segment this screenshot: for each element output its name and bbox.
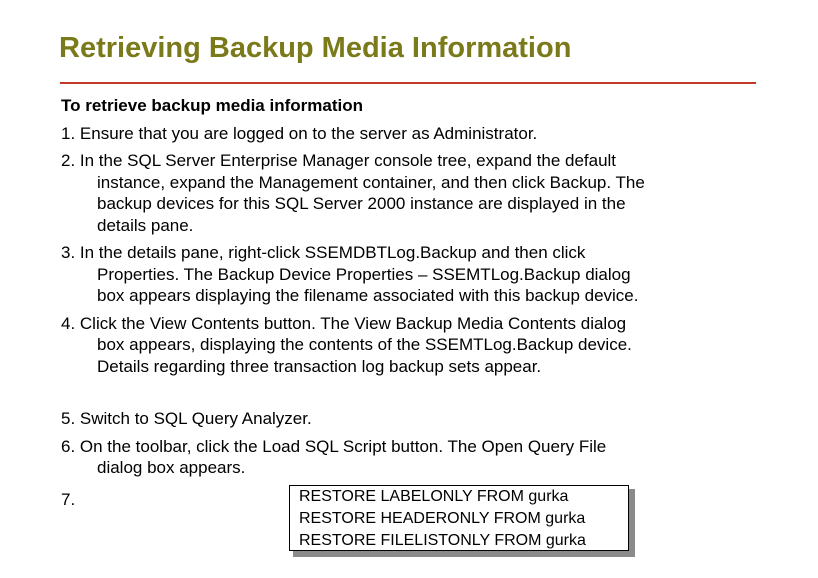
instructions [61, 95, 761, 510]
step-3-line: Properties. The Backup Device Properties – SSEMTLog.Backup dialog [97, 264, 631, 284]
step-3 [61, 242, 761, 307]
step-6-line: 6. On the toolbar, click the Load SQL Script button. The Open Query File [61, 436, 607, 456]
step-2-line: details pane. [97, 215, 194, 235]
step-6-line: dialog box appears. [97, 458, 246, 477]
spacer [61, 377, 761, 408]
step-4-line: Details regarding three transaction log backup sets appear. [97, 356, 542, 376]
code-box [289, 485, 629, 551]
step-4-line: box appears, displaying the contents of the SSEMTLog.Backup device. [97, 335, 632, 354]
step-7: 7. [61, 489, 76, 509]
step-5: 5. Switch to SQL Query Analyzer. [61, 409, 312, 428]
step-2-line: instance, expand the Management container, and then click Backup. The [97, 172, 645, 192]
step-3-line: 3. In the details pane, right-click SSEMDBTLog.Backup and then click [61, 243, 586, 262]
step-4-line: 4. Click the View Contents button. The View Backup Media Contents dialog [61, 313, 627, 333]
step-6 [61, 436, 761, 479]
code-line: RESTORE LABELONLY FROM gurka [299, 488, 569, 505]
step-2 [61, 150, 761, 236]
title-divider [60, 82, 756, 84]
step-2-line: 2. In the SQL Server Enterprise Manager console tree, expand the default [61, 151, 617, 170]
step-2-line: backup devices for this SQL Server 2000 instance are displayed in the [97, 194, 626, 213]
code-line: RESTORE FILELISTONLY FROM gurka [299, 532, 586, 549]
step-3-line: box appears displaying the filename associated with this backup device. [97, 286, 639, 305]
instructions-heading: To retrieve backup media information [61, 96, 363, 115]
step-4 [61, 313, 761, 378]
slide-title: Retrieving Backup Media Information [59, 32, 572, 64]
step-1: 1. Ensure that you are logged on to the server as Administrator. [61, 123, 538, 143]
code-line: RESTORE HEADERONLY FROM gurka [299, 510, 586, 527]
